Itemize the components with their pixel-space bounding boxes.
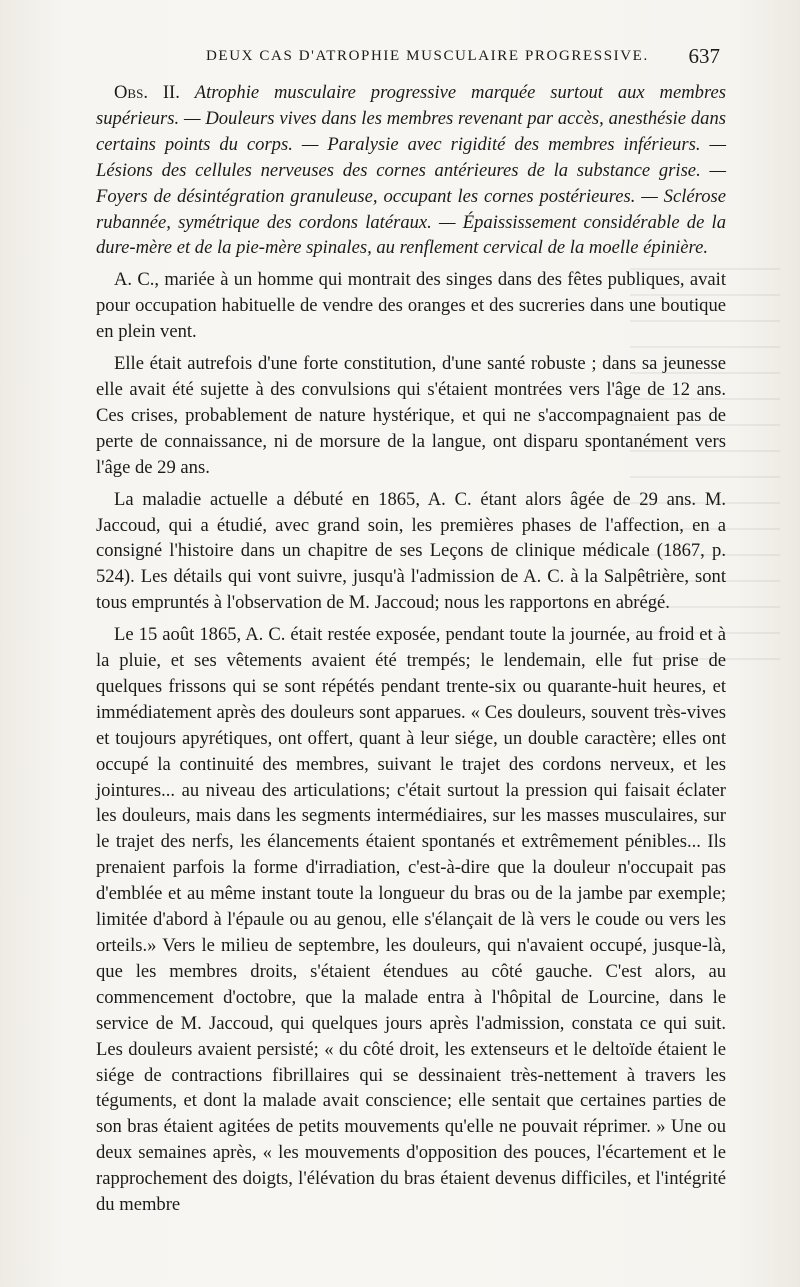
observation-label: Obs. II. bbox=[114, 82, 180, 103]
page-number: 637 bbox=[688, 44, 720, 68]
page-header bbox=[96, 44, 726, 70]
paragraph: Le 15 août 1865, A. C. était restée exposée, pendant toute la journée, au froid et à la pluie, et ses vêtements avaient été trempés; le lendemain, elle fut prise de quelques frissons qui se sont répétés pendant trente-six ou quarante-huit heures, et immédiatement après des douleurs sont apparues. « Ces douleurs, souvent très-vives et toujours apyrétiques, ont offert, quant à leur siége, un double caractère; elles ont occupé la continuité des membres, suivant le trajet des cordons nerveux, et les jointures... au niveau des articulations; c'était surtout la pression qui faisait éclater les douleurs, mais dans les segments intermédiaires, sur les masses musculaires, sur le trajet des nerfs, les élancements étaient spontanés et extrêmement pénibles... Ils prenaient parfois la forme d'irradiation, c'est-à-dire que la douleur n'occupait pas d'emblée et au même instant toute la longueur du bras ou de la jambe par exemple; limitée d'abord à l'épaule ou au genou, elle s'élançait de là vers le coude ou vers les orteils.» Vers le milieu de septembre, les douleurs, qui n'avaient occupé, jusque-là, que les membres droits, s'étaient étendues au côté gauche. C'est alors, au commencement d'octobre, que la malade entra à l'hôpital de Lourcine, dans le service de M. Jaccoud, qui quelques jours après l'admission, constata ce qui suit. Les douleurs avaient persisté; « du côté droit, les extenseurs et le deltoïde étaient le siége de contractions fibrillaires qui se dessinaient très-nettement à travers les téguments, et dont la malade avait conscience; elle sentait que certaines parties de son bras étaient agitées de petits mouvements qu'elle ne pouvait réprimer. » Une ou deux semaines après, « les mouvements d'opposition des pouces, l'écartement et le rapprochement des doigts, l'élévation du bras étaient devenus difficiles, et l'intégrité du membre bbox=[96, 624, 726, 1216]
observation-heading bbox=[96, 80, 726, 261]
running-title: DEUX CAS D'ATROPHIE MUSCULAIRE PROGRESSIVE. bbox=[206, 48, 649, 64]
paragraph: La maladie actuelle a débuté en 1865, A. C. étant alors âgée de 29 ans. M. Jaccoud, qui a étudié, avec grand soin, les premières phases de l'affection, en a consigné l'histoire dans un chapitre de ses Leçons de clinique médicale (1867, p. 524). Les détails qui vont suivre, jusqu'à l'admission de A. C. à la Salpêtrière, sont tous empruntés à l'observation de M. Jaccoud; nous les rapportons en abrégé. bbox=[96, 488, 726, 614]
paragraph: A. C., mariée à un homme qui montrait des singes dans des fêtes publiques, avait pour occupation habituelle de vendre des oranges et des sucreries dans une boutique en plein vent. bbox=[96, 269, 726, 343]
observation-summary: Atrophie musculaire progressive marquée surtout aux membres supérieurs. — Douleurs vives dans les membres revenant par accès, anesthésie dans certains points du corps. — Paralysie avec rigidité des membres inférieurs. — Lésions des cellules nerveuses des cornes antérieures de la substance grise. — Foyers de désintégration granuleuse, occupant les cornes postérieures. — Sclérose rubannée, symétrique des cordons latéraux. — Épaississement considérable de la dure-mère et de la pie-mère spinales, au renflement cervical de la moelle épinière. bbox=[96, 82, 726, 259]
paragraph: Elle était autrefois d'une forte constitution, d'une santé robuste ; dans sa jeunesse elle avait été sujette à des convulsions qui s'étaient montrées vers l'âge de 12 ans. Ces crises, probablement de nature hystérique, et qui ne s'accompagnaient pas de perte de connaissance, ni de morsure de la langue, ont disparu spontanément vers l'âge de 29 ans. bbox=[96, 353, 726, 478]
body-text bbox=[96, 80, 726, 1224]
